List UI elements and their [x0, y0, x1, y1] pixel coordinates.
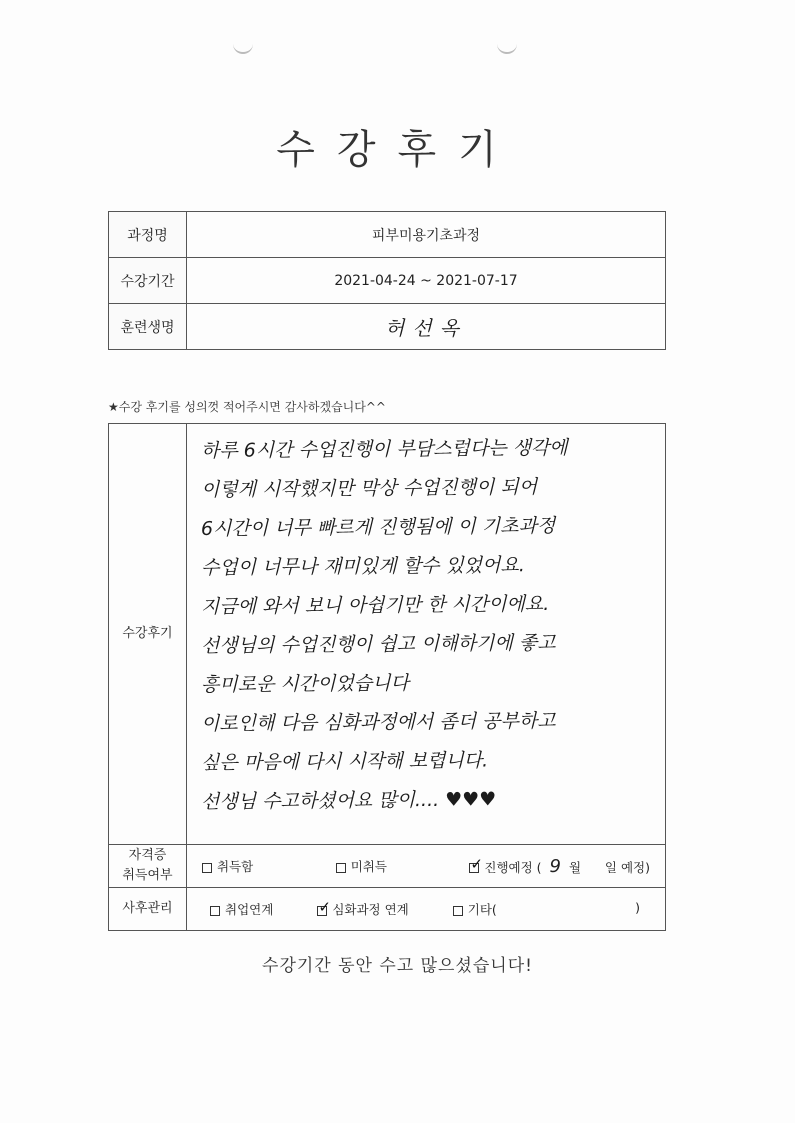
punch-hole-left — [233, 40, 253, 54]
review-line: 지금에 와서 보니 아쉽기만 한 시간이에요. — [200, 592, 550, 618]
review-table — [108, 423, 666, 931]
followup-options — [187, 888, 666, 931]
followup-option-advanced-course[interactable] — [317, 900, 408, 918]
review-line: 수업이 너무나 재미있게 할수 있었어요. — [200, 554, 525, 579]
option-label: 미취득 — [350, 859, 387, 874]
option-label: 진행예정 ( — [484, 859, 542, 875]
table-row — [109, 888, 666, 931]
handwritten-month: 9 — [549, 855, 561, 877]
punch-hole-right — [497, 40, 517, 54]
checkbox-icon[interactable] — [202, 863, 212, 873]
followup-option-employment[interactable] — [210, 900, 273, 918]
trainee-name: 허선옥 — [187, 304, 666, 350]
qualification-options — [187, 845, 666, 888]
qualification-label — [109, 845, 187, 888]
review-line: 이렇게 시작했지만 막상 수업진행이 되어 — [200, 476, 538, 501]
checked-checkbox-icon[interactable] — [317, 906, 327, 916]
closing-message: 수강기간 동안 수고 많으셨습니다! — [262, 956, 533, 976]
trainee-label: 훈련생명 — [109, 304, 187, 350]
period-label: 수강기간 — [109, 258, 187, 304]
table-row — [109, 304, 666, 350]
table-row — [109, 424, 666, 845]
option-label: 취득함 — [217, 859, 254, 874]
option-label: 심화과정 연계 — [332, 902, 409, 917]
page-title: 수강후기 — [276, 127, 519, 173]
review-line: 선생님의 수업진행이 쉽고 이해하기에 좋고 — [200, 631, 556, 657]
checkbox-icon[interactable] — [453, 906, 463, 916]
option-label: 기타( — [467, 902, 497, 917]
table-row — [109, 212, 666, 258]
table-row — [109, 258, 666, 304]
course-name-value: 피부미용기초과정 — [187, 212, 666, 258]
review-line: 선생님 수고하셨어요 많이.... ♥♥♥ — [200, 788, 497, 813]
followup-option-other[interactable] — [453, 900, 650, 918]
option-close-paren: ) — [635, 900, 640, 915]
followup-label: 사후관리 — [109, 888, 187, 931]
period-value: 2021-04-24 ~ 2021-07-17 — [187, 258, 666, 304]
checkbox-icon[interactable] — [210, 906, 220, 916]
review-line: 이로인해 다음 심화과정에서 좀더 공부하고 — [200, 709, 556, 735]
review-text — [187, 424, 666, 845]
month-unit: 월 — [568, 859, 582, 875]
review-line: 싶은 마음에 다시 시작해 보렵니다. — [200, 749, 489, 774]
qualification-option-not-acquired[interactable] — [336, 857, 387, 875]
qualification-option-in-progress[interactable] — [469, 856, 650, 877]
checked-checkbox-icon[interactable] — [469, 863, 479, 873]
instruction-note: ★수강 후기를 성의껏 적어주시면 감사하겠습니다^^ — [108, 400, 386, 414]
qualification-label-line2: 취득여부 — [122, 868, 173, 883]
review-line: 하루 6시간 수업진행이 부담스럽다는 생각에 — [200, 436, 568, 462]
course-name-label: 과정명 — [109, 212, 187, 258]
qualification-option-acquired[interactable] — [202, 857, 253, 875]
review-line: 흥미로운 시간이었습니다 — [200, 672, 410, 696]
course-info-table — [108, 211, 666, 350]
day-unit: 일 예정) — [604, 859, 650, 875]
qualification-label-line1: 자격증 — [128, 848, 167, 863]
checkbox-icon[interactable] — [336, 863, 346, 873]
option-label: 취업연계 — [225, 902, 274, 917]
review-line: 6시간이 너무 빠르게 진행됨에 이 기초과정 — [200, 514, 556, 540]
table-row — [109, 845, 666, 888]
review-label: 수강후기 — [109, 424, 187, 845]
